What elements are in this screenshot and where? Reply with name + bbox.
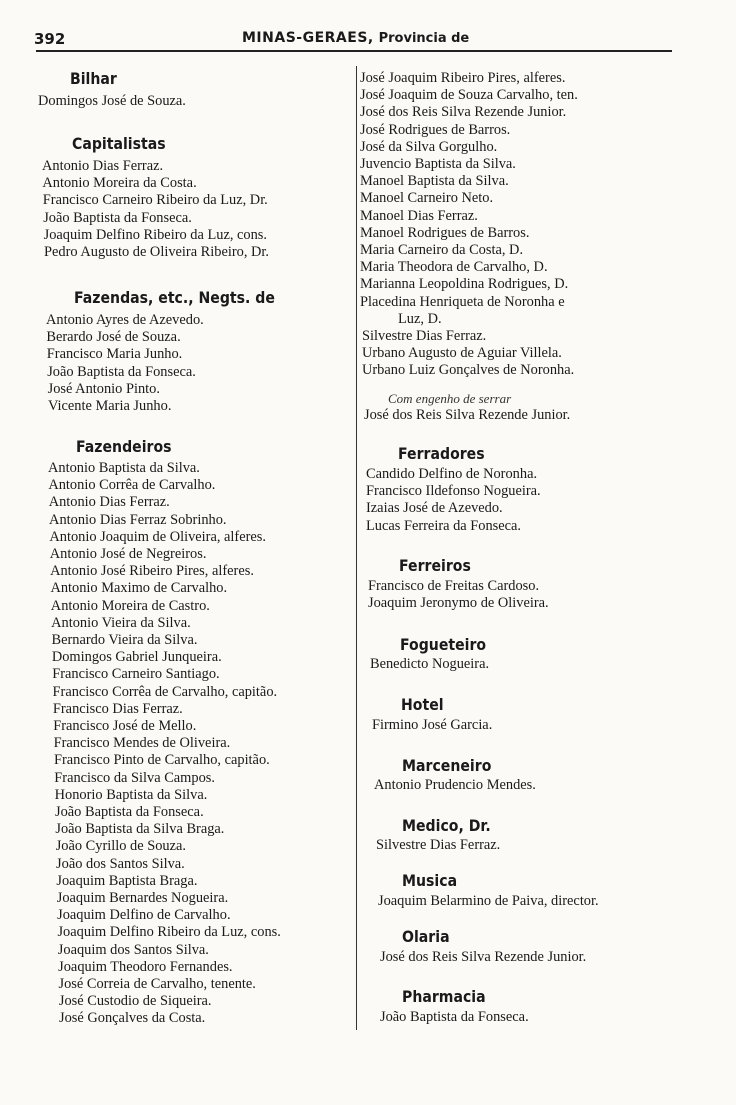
page-header [34,30,674,50]
directory-entry: Domingos Gabriel Junqueira. [51,649,222,666]
directory-entry: José Correia de Carvalho, tenente. [58,976,256,992]
directory-entry: Silvestre Dias Ferraz. [376,837,501,853]
directory-entry: José Joaquim Ribeiro Pires, alferes. [360,70,566,86]
section-heading: Fazendeiros [76,437,172,456]
directory-entry: Firmino José Garcia. [372,717,493,733]
running-title-sub: Provincia de [378,31,470,46]
directory-entry: Maria Carneiro da Costa, D. [360,242,524,258]
directory-entry: Joaquim Bernardes Nogueira. [56,890,229,906]
directory-entry: Domingos José de Souza. [38,93,186,109]
directory-entry: José dos Reis Silva Rezende Junior. [360,104,567,121]
directory-entry: Francisco da Silva Campos. [54,769,215,786]
directory-entry: Izaias José de Azevedo. [366,500,503,517]
directory-entry: Placedina Henriqueta de Noronha e [360,293,565,310]
directory-entry: José Antonio Pinto. [47,380,160,397]
directory-entry: Urbano Luiz Gonçalves de Noronha. [362,362,575,379]
directory-entry: João dos Santos Silva. [56,855,185,872]
directory-entry: Joaquim Delfino Ribeiro da Luz, cons. [57,924,281,941]
directory-entry: Manoel Carneiro Neto. [360,190,494,207]
directory-entry: Joaquim Theodoro Fernandes. [58,958,233,975]
directory-entry: Francisco Carneiro Ribeiro da Luz, Dr. [42,192,268,209]
section-heading: Medico, Dr. [402,816,491,835]
directory-entry: Maria Theodora de Carvalho, D. [360,259,548,276]
section-heading: Ferreiros [399,556,471,575]
directory-entry: Manoel Baptista da Silva. [360,173,509,190]
directory-entry: Antonio Moreira da Costa. [42,175,197,192]
directory-entry: Vicente Maria Junho. [48,398,172,414]
directory-entry: Francisco Mendes de Oliveira. [53,735,231,752]
directory-entry: Berardo José de Souza. [46,329,181,346]
directory-entry: Joaquim Delfino Ribeiro da Luz, cons. [43,226,267,243]
directory-entry: Bernardo Vieira da Silva. [51,632,198,648]
directory-entry: Francisco Corrêa de Carvalho, capitão. [52,683,278,700]
directory-entry: Antonio Moreira de Castro. [50,597,210,614]
directory-entry: José Rodrigues de Barros. [360,121,511,138]
section-heading: Bilhar [70,69,117,88]
directory-entry: Antonio Dias Ferraz Sobrinho. [49,511,227,528]
directory-entry: Joaquim Baptista Braga. [56,872,198,889]
directory-entry: Manoel Dias Ferraz. [360,207,478,224]
directory-entry: Francisco Dias Ferraz. [52,700,183,717]
directory-entry: Lucas Ferreira da Fonseca. [366,517,522,534]
section-heading: Olaria [402,927,450,946]
directory-entry: Antonio Dias Ferraz. [42,158,164,174]
directory-entry: Antonio Dias Ferraz. [48,494,170,511]
directory-entry: Antonio Prudencio Mendes. [374,777,536,793]
directory-entry: João Baptista da Fonseca. [380,1009,529,1025]
directory-entry: Juvencio Baptista da Silva. [360,156,516,172]
directory-entry: Manoel Rodrigues de Barros. [360,224,530,241]
directory-entry: Silvestre Dias Ferraz. [362,328,487,344]
directory-entry: Francisco de Freitas Cardoso. [368,578,540,594]
directory-entry: José dos Reis Silva Rezende Junior. [380,949,587,965]
directory-entry: Benedicto Nogueira. [370,656,490,672]
section-heading: Capitalistas [72,134,166,153]
running-title [242,30,469,46]
directory-entry: Candido Delfino de Noronha. [366,466,538,482]
section-heading: Pharmacia [402,987,486,1006]
directory-entry: José dos Reis Silva Rezende Junior. [364,407,571,423]
section-heading: Fazendas, etc., Negts. de [74,288,275,307]
header-rule [36,50,672,52]
section-heading: Marceneiro [402,756,492,775]
directory-entry: José Gonçalves da Costa. [59,1010,206,1027]
directory-entry: José Joaquim de Souza Carvalho, ten. [360,87,578,104]
directory-entry: Pedro Augusto de Oliveira Ribeiro, Dr. [44,244,270,260]
directory-entry: Luz, D. [398,310,442,327]
section-heading: Ferradores [398,444,485,463]
directory-entry: Francisco José de Mello. [53,718,197,734]
directory-entry: Antonio Vieira da Silva. [51,614,191,631]
directory-entry: Francisco Carneiro Santiago. [52,666,220,683]
directory-entry: Honorio Baptista da Silva. [54,786,208,803]
directory-entry: José Custodio de Siqueira. [58,993,212,1010]
running-title-main: MINAS-GERAES, [242,30,374,46]
directory-entry: Joaquim Jeronymo de Oliveira. [368,595,549,612]
directory-entry: Joaquim Belarmino de Paiva, director. [378,893,599,909]
directory-entry: José da Silva Gorgulho. [360,138,498,155]
directory-entry: João Baptista da Fonseca. [43,209,192,226]
directory-entry: Joaquim Delfino de Carvalho. [57,907,231,924]
directory-entry: Antonio José Ribeiro Pires, alferes. [50,563,254,580]
directory-entry: Antonio Corrêa de Carvalho. [48,477,216,494]
directory-entry: Antonio Baptista da Silva. [48,460,200,476]
directory-entry: João Baptista da Silva Braga. [55,821,225,838]
directory-entry: João Cyrillo de Souza. [55,838,186,855]
directory-entry: Francisco Pinto de Carvalho, capitão. [53,752,270,769]
directory-entry: Francisco Ildefonso Nogueira. [366,483,541,500]
directory-entry: João Baptista da Fonseca. [47,363,196,380]
column-divider [356,66,357,1030]
directory-entry: Urbano Augusto de Aguiar Villela. [362,345,562,362]
directory-entry: Antonio José de Negreiros. [49,546,207,562]
section-subheading: Com engenho de serrar [388,391,512,406]
directory-entry: Antonio Ayres de Azevedo. [46,312,204,328]
directory-entry: Antonio Maximo de Carvalho. [50,580,228,597]
section-heading: Hotel [401,695,444,714]
section-heading: Fogueteiro [400,635,487,654]
directory-entry: Francisco Maria Junho. [46,346,183,363]
directory-entry: Joaquim dos Santos Silva. [57,941,209,958]
directory-entry: Marianna Leopoldina Rodrigues, D. [360,276,569,293]
directory-entry: Antonio Joaquim de Oliveira, alferes. [49,528,266,545]
section-heading: Musica [402,871,458,890]
page-number: 392 [34,30,66,48]
directory-entry: João Baptista da Fonseca. [55,804,204,820]
